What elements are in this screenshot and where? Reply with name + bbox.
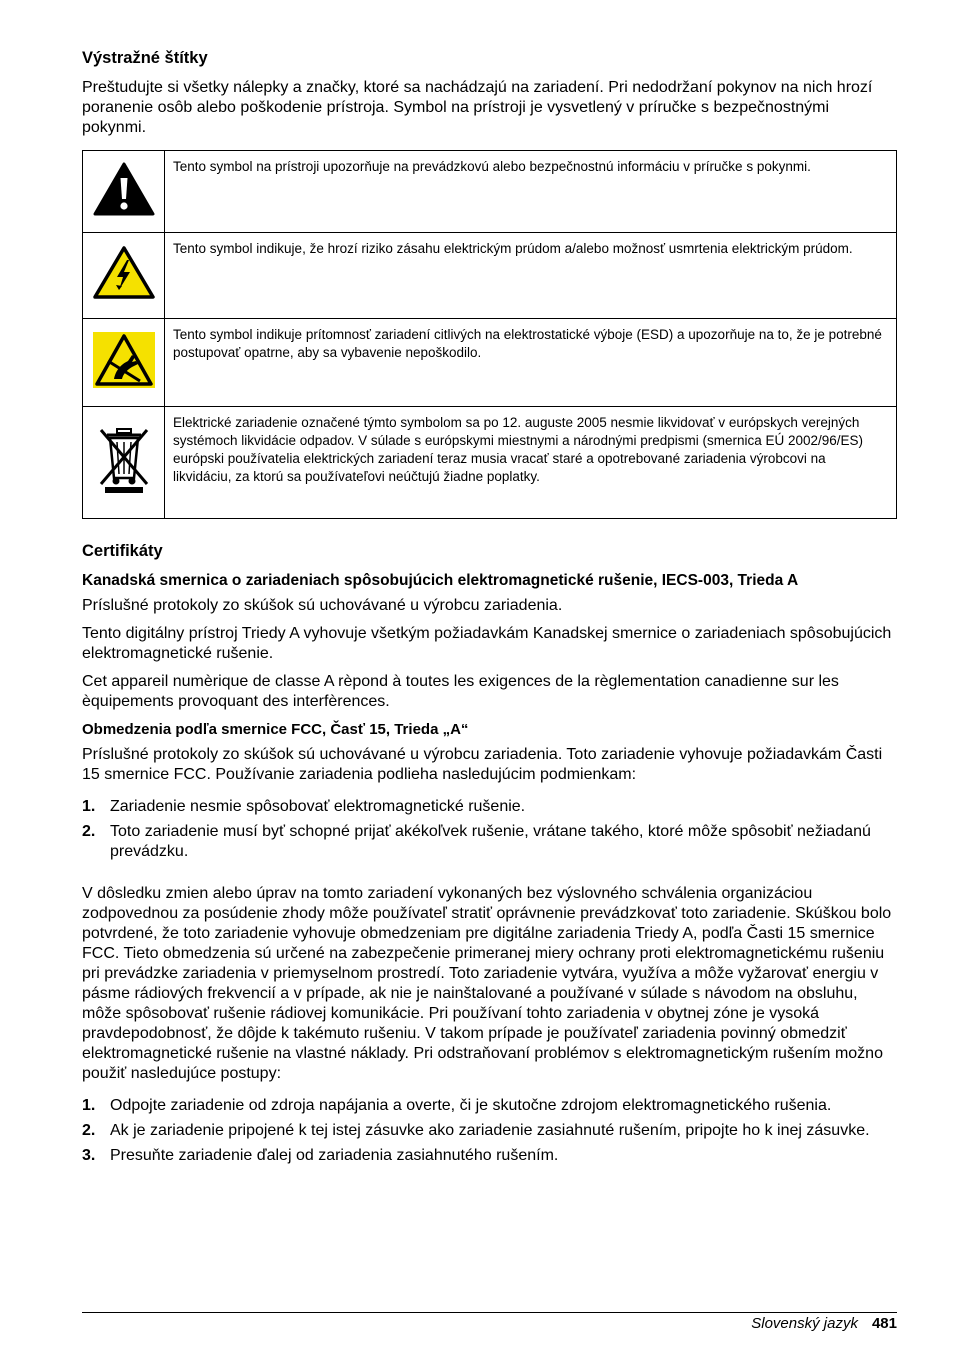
footer-language: Slovenský jazyk bbox=[751, 1315, 858, 1332]
weee-crossed-bin-icon bbox=[97, 426, 151, 494]
page-content bbox=[82, 48, 897, 1188]
symbol-description: Elektrické zariadenie označené týmto symbolom sa po 12. auguste 2005 nesmie likvidovať v európskych verejných systémoch likvidácie odpadov. V súlade s európskymi miestnymi a národnými predpismi (smernica EÚ 2002/96/ES) európski používatelia elektrických zariadení teraz musia vracať staré a opotrebované zariadenia výrobcovi na likvidáciu, za ktorú sa používateľovi neúčtujú žiadne poplatky. bbox=[165, 407, 897, 519]
table-row bbox=[83, 233, 897, 319]
list-item: 3. Presuňte zariadenie ďalej od zariadenia zasiahnutého rušením. bbox=[82, 1147, 559, 1164]
page-footer bbox=[82, 1312, 897, 1332]
fcc-conditions-list bbox=[82, 797, 897, 862]
warning-labels-intro: Preštudujte si všetky nálepky a značky, ktoré sa nachádzajú na zariadení. Pri nedodržaní pokynov na nich hrozí poranenie osôb alebo poškodenie prístroja. Symbol na prístroji je vysvetlený v príručke s bezpečnostnými pokynmi. bbox=[82, 79, 873, 136]
table-row bbox=[83, 151, 897, 233]
certificates-heading: Certifikáty bbox=[82, 542, 163, 560]
table-row bbox=[83, 407, 897, 519]
fcc-paragraph-1: Príslušné protokoly zo skúšok sú uchovávané u výrobcu zariadenia. Toto zariadenie vyhovuje požiadavkám Časti 15 smernice FCC. Používanie zariadenia podlieha nasledujúcim podmienkam: bbox=[82, 746, 883, 783]
symbols-table bbox=[82, 150, 897, 519]
canada-heading: Kanadská smernica o zariadeniach spôsobujúcich elektromagnetické rušenie, IECS-003, Trieda A bbox=[82, 572, 799, 589]
symbol-description: Tento symbol indikuje prítomnosť zariadení citlivých na elektrostatické výboje (ESD) a upozorňuje na to, že je potrebné postupovať opatrne, aby sa vybavenie nepoškodilo. bbox=[165, 319, 897, 407]
list-item: 1. Zariadenie nesmie spôsobovať elektromagnetické rušenie. bbox=[82, 798, 526, 815]
general-warning-icon bbox=[93, 162, 155, 216]
canada-paragraph-1: Príslušné protokoly zo skúšok sú uchovávané u výrobcu zariadenia. bbox=[82, 597, 563, 614]
list-item: 2. Toto zariadenie musí byť schopné prijať akékoľvek rušenie, vrátane takého, ktoré môže spôsobiť nežiadanú prevádzku. bbox=[82, 823, 871, 860]
page-number: 481 bbox=[871, 1315, 897, 1332]
symbol-description: Tento symbol indikuje, že hrozí riziko zásahu elektrickým prúdom a/alebo možnosť usmrtenia elektrickým prúdom. bbox=[165, 233, 897, 319]
warning-labels-heading: Výstražné štítky bbox=[82, 49, 208, 67]
fcc-paragraph-2: V dôsledku zmien alebo úprav na tomto zariadení vykonaných bez výslovného schválenia organizáciou zodpovednou za posúdenie zhody môže používateľ stratiť oprávnenie prevádzkovať toto zariadenie. Skúškou bolo potvrdené, že toto zariadenie vyhovuje obmedzeniam pre digitálne zariadenia Triedy A, podľa Časti 15 smernice FCC. Tieto obmedzenia sú určené na zabezpečenie primeranej miery ochrany proti elektromagnetickému rušeniu pri prevádzke zariadenia v priemyselnom prostredí. Toto zariadenie vytvára, využíva a môže vyžarovať energiu v pásme rádiových frekvencií a v prípade, ak nie je nainštalované a používané v súlade s návodom na obsluhu, môže spôsobovať rušenie rádiovej komunikácie. Pri používaní tohto zariadenia v obytnej zóne je vysoká pravdepodobnosť, že dôjde k takémuto rušeniu. V takom prípade je používateľ zariadenia povinný obmedziť elektromagnetické rušenie na vlastné náklady. Pri odstraňovaní problémov s elektromagnetickým rušením možno použiť nasledujúce postupy: bbox=[82, 885, 892, 1082]
canada-paragraph-3: Cet appareil numèrique de classe A rèpond à toutes les exigences de la règlementation canadienne sur les èquipements provoquant des interfèrences. bbox=[82, 673, 839, 710]
list-item: 2. Ak je zariadenie pripojené k tej istej zásuvke ako zariadenie zasiahnuté rušením, pripojte ho k inej zásuvke. bbox=[82, 1122, 870, 1139]
fcc-steps-list bbox=[82, 1096, 897, 1166]
fcc-heading: Obmedzenia podľa smernice FCC, Časť 15, Trieda „A“ bbox=[82, 721, 469, 738]
list-item: 1. Odpojte zariadenie od zdroja napájania a overte, či je skutočne zdrojom elektromagnetického rušenia. bbox=[82, 1097, 832, 1114]
electric-shock-icon bbox=[92, 245, 156, 301]
canada-paragraph-2: Tento digitálny prístroj Triedy A vyhovuje všetkým požiadavkám Kanadskej smernice o zariadeniach spôsobujúcich elektromagnetické rušenie. bbox=[82, 625, 892, 662]
esd-icon bbox=[92, 331, 156, 389]
table-row bbox=[83, 319, 897, 407]
symbol-description: Tento symbol na prístroji upozorňuje na prevádzkovú alebo bezpečnostnú informáciu v príručke s pokynmi. bbox=[165, 151, 897, 233]
